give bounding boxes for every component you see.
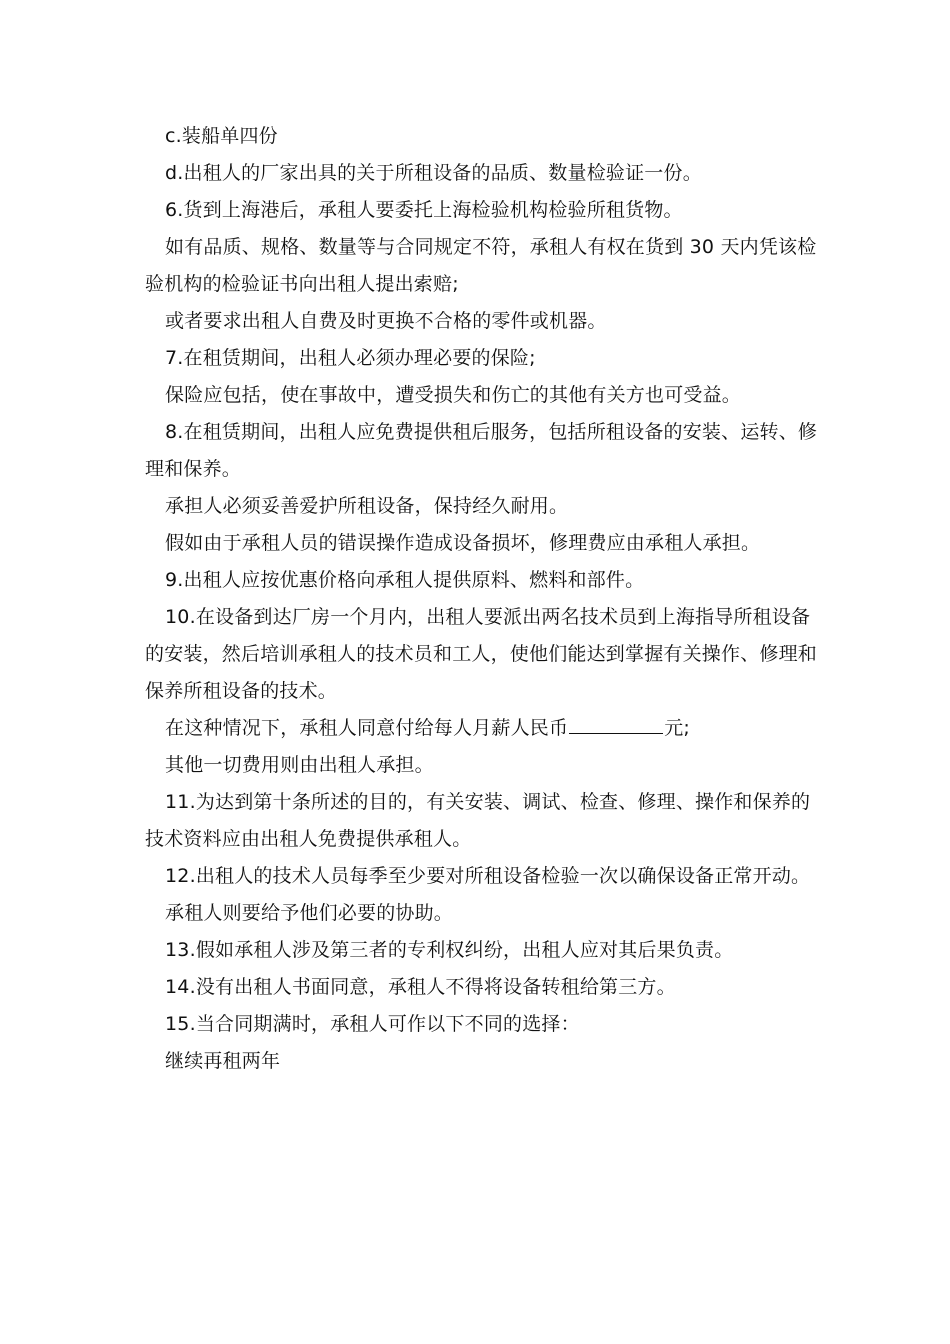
paragraph: 6.货到上海港后，承租人要委托上海检验机构检验所租货物。 [165,199,683,221]
paragraph: d.出租人的厂家出具的关于所租设备的品质、数量检验证一份。 [165,162,702,184]
salary-paragraph [145,710,825,747]
paragraph: 14.没有出租人书面同意，承租人不得将设备转租给第三方。 [165,976,676,998]
paragraph: 承担人必须妥善爱护所租设备，保持经久耐用。 [165,495,569,517]
paragraph: 13.假如承租人涉及第三者的专利权纠纷，出租人应对其后果负责。 [165,939,734,961]
salary-text-before: 在这种情况下，承租人同意付给每人月薪人民币 [165,717,569,739]
paragraph: 11.为达到第十条所述的目的，有关安装、调试、检查、修理、操作和保养的技术资料应由出租人免费提供承租人。 [145,791,811,850]
paragraph: 8.在租赁期间，出租人应免费提供租后服务，包括所租设备的安装、运转、修理和保养。 [145,421,818,480]
paragraph: 7.在租赁期间，出租人必须办理必要的保险; [165,347,536,369]
paragraph: 10.在设备到达厂房一个月内，出租人要派出两名技术员到上海指导所租设备的安装，然后培训承租人的技术员和工人，使他们能达到掌握有关操作、修理和保养所租设备的技术。 [145,606,818,702]
paragraph: 9.出租人应按优惠价格向承租人提供原料、燃料和部件。 [165,569,645,591]
paragraph: 如有品质、规格、数量等与合同规定不符，承租人有权在货到 30 天内凭该检验机构的检验证书向出租人提出索赔; [145,236,817,295]
paragraph: 承租人则要给予他们必要的协助。 [165,902,454,924]
paragraph: 继续再租两年 [165,1050,281,1072]
paragraph: 12.出租人的技术人员每季至少要对所租设备检验一次以确保设备正常开动。 [165,865,811,887]
paragraph: 15.当合同期满时，承租人可作以下不同的选择： [165,1013,580,1035]
paragraph: 其他一切费用则由出租人承担。 [165,754,434,776]
salary-amount-blank [569,713,663,734]
paragraph: 或者要求出租人自费及时更换不合格的零件或机器。 [165,310,607,332]
paragraph: c.装船单四份 [165,125,278,147]
salary-text-after: 元; [664,717,691,739]
paragraph: 假如由于承租人员的错误操作造成设备损坏，修理费应由承租人承担。 [165,532,761,554]
paragraph: 保险应包括，使在事故中，遭受损失和伤亡的其他有关方也可受益。 [165,384,742,406]
document-body [145,118,825,1080]
